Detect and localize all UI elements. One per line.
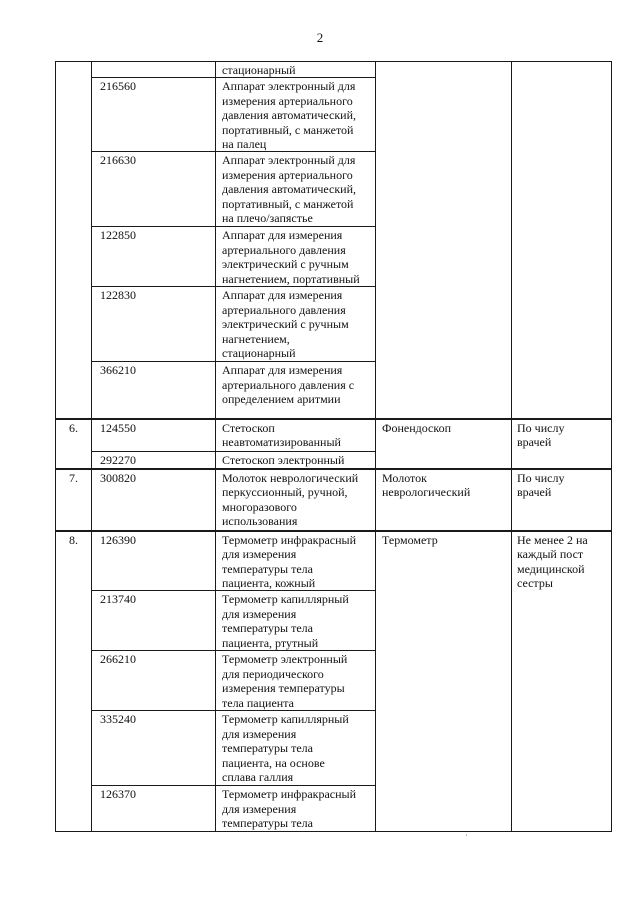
name-cell: Стетоскоп неавтоматизированный <box>216 419 376 452</box>
quantity-cell: По числу врачей <box>512 469 612 531</box>
table-row <box>56 62 612 78</box>
equipment-cell: Молоток неврологический <box>376 469 512 531</box>
name-cell: Термометр капиллярный для измерения температуры тела пациента, на основе сплава галлия <box>216 711 376 786</box>
code-cell: 335240 <box>92 711 216 786</box>
code-cell: 126390 <box>92 531 216 591</box>
equipment-cell <box>376 62 512 419</box>
name-cell: Стетоскоп электронный <box>216 452 376 469</box>
name-cell: Термометр капиллярный для измерения температуры тела пациента, ртутный <box>216 591 376 651</box>
quantity-cell: По числу врачей <box>512 419 612 469</box>
name-cell: Аппарат для измерения артериального давления электрический с ручным нагнетением, стационарный <box>216 287 376 362</box>
table-row <box>56 531 612 591</box>
scan-artifact: · <box>465 831 468 840</box>
code-cell <box>92 62 216 78</box>
code-cell: 366210 <box>92 362 216 419</box>
code-cell: 216630 <box>92 152 216 227</box>
name-cell: Термометр инфракрасный для измерения температуры тела <box>216 786 376 832</box>
table-row <box>56 469 612 531</box>
table-row <box>56 419 612 452</box>
name-cell: Молоток неврологический перкуссионный, ручной, многоразового использования <box>216 469 376 531</box>
code-cell: 216560 <box>92 78 216 152</box>
code-cell: 122850 <box>92 227 216 287</box>
name-cell: Аппарат для измерения артериального давления с определением аритмии <box>216 362 376 419</box>
equipment-cell: Фонендоскоп <box>376 419 512 469</box>
name-cell: Аппарат электронный для измерения артериального давления автоматический, портативный, с манжетой на палец <box>216 78 376 152</box>
equipment-table <box>55 61 612 832</box>
name-cell: стационарный <box>216 62 376 78</box>
name-cell: Аппарат электронный для измерения артериального давления автоматический, портативный, с манжетой на плечо/запястье <box>216 152 376 227</box>
code-cell: 122830 <box>92 287 216 362</box>
name-cell: Аппарат для измерения артериального давления электрический с ручным нагнетением, портативный <box>216 227 376 287</box>
row-number-cell <box>56 62 92 419</box>
code-cell: 266210 <box>92 651 216 711</box>
equipment-cell: Термометр <box>376 531 512 832</box>
row-number-cell: 7. <box>56 469 92 531</box>
row-number-cell: 6. <box>56 419 92 469</box>
code-cell: 300820 <box>92 469 216 531</box>
name-cell: Термометр инфракрасный для измерения температуры тела пациента, кожный <box>216 531 376 591</box>
page-number: 2 <box>316 30 324 45</box>
quantity-cell: Не менее 2 на каждый пост медицинской сестры <box>512 531 612 832</box>
code-cell: 292270 <box>92 452 216 469</box>
code-cell: 126370 <box>92 786 216 832</box>
quantity-cell <box>512 62 612 419</box>
code-cell: 124550 <box>92 419 216 452</box>
row-number-cell: 8. <box>56 531 92 832</box>
code-cell: 213740 <box>92 591 216 651</box>
name-cell: Термометр электронный для периодического измерения температуры тела пациента <box>216 651 376 711</box>
